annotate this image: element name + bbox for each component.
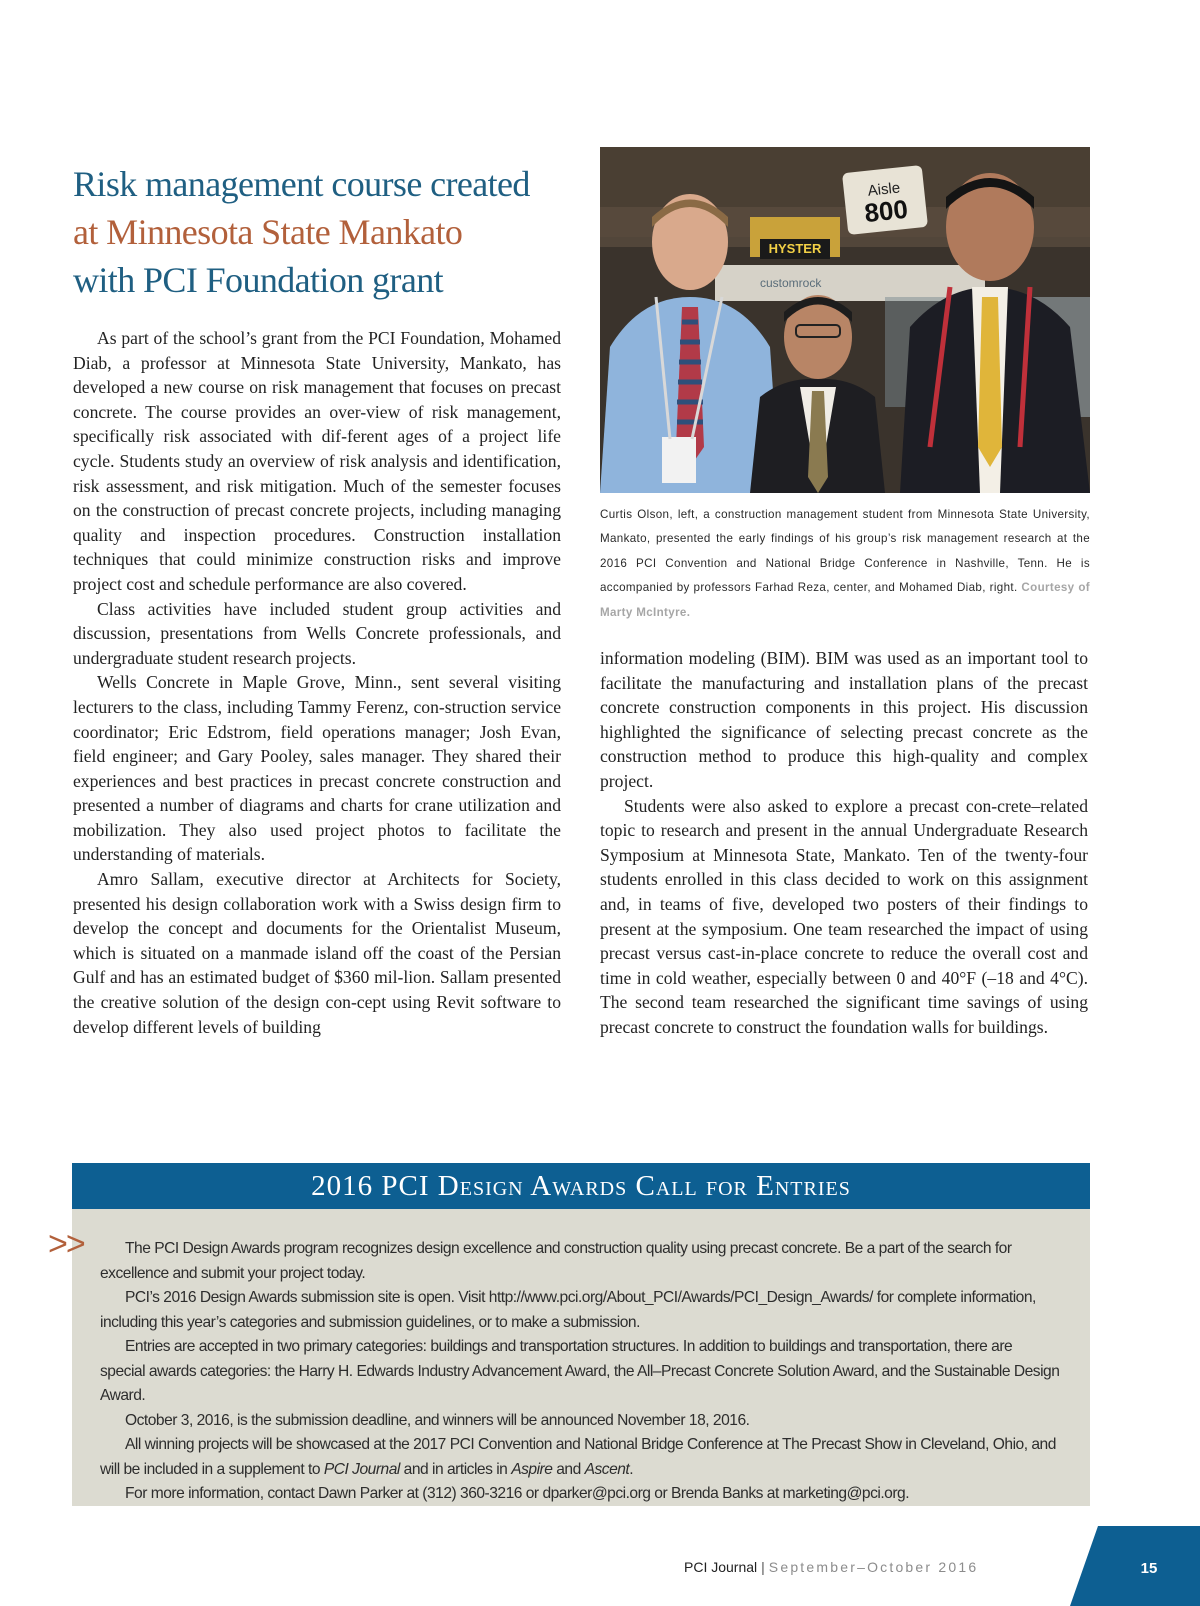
awards-paragraph: The PCI Design Awards program recognizes design excellence and construction quality using precast concrete. Be a part of the search for excellence and submit your project today.: [100, 1240, 1012, 1282]
awards-text-run: and: [552, 1460, 585, 1478]
body-paragraph: Class activities have included student group activities and discussion, presentations from Wells Concrete professionals, and undergraduate student research projects.: [73, 598, 561, 668]
chevron-icon: >>: [48, 1225, 84, 1263]
article-body-right-column: [600, 646, 1088, 1040]
caption-text: Curtis Olson, left, a construction management student from Minnesota State University, Mankato, presented the early findings of his group’s risk management research at the 2016 PCI Convention and National Bridge Conference in Nashville, Tenn. He is accompanied by professors Farhad Reza, center, and Mohamed Diab, right.: [600, 508, 1090, 595]
awards-text-run: and in articles in: [399, 1460, 512, 1478]
aisle-sign-number: 800: [863, 193, 910, 229]
page-footer: [684, 1559, 978, 1575]
awards-paragraph: October 3, 2016, is the submission deadline, and winners will be announced November 18, 2016.: [125, 1411, 750, 1429]
article-body-left-column: [73, 326, 561, 1039]
convention-photo: [600, 147, 1090, 493]
page-number: 15: [1140, 1560, 1158, 1577]
body-paragraph: Students were also asked to explore a precast con-crete–related topic to research and present in the annual Undergraduate Research Symposium at Minnesota State, Mankato. Ten of the twenty-four students enrolled in this class decided to work on this assignment and, in teams of five, developed two posters of their findings to present at the symposium. One team researched the impact of using precast versus cast-in-place concrete to reduce the overall cost and time in cold weather, especially between 0 and 40°F (–18 and 4°C). The second team researched the significant time savings of using precast concrete to construct the foundation walls for buildings.: [600, 795, 1088, 1037]
aisle-sign-label: Aisle: [866, 179, 901, 200]
awards-banner-title: 2016 PCI Design Awards Call for Entries: [72, 1163, 1090, 1209]
pci-journal-title: PCI Journal: [323, 1460, 400, 1478]
body-paragraph: As part of the school’s grant from the PCI Foundation, Mohamed Diab, a professor at Minnesota State University, Mankato, has developed a new course on risk management that focuses on precast concrete. The course provides an over-view of risk management, specifically risk associated with dif-ferent ages of a project life cycle. Students study an overview of risk analysis and identification, risk assessment, and risk mitigation. Much of the semester focuses on the construction of precast concrete projects, including managing quality and inspection procedures. Construction installation techniques that could minimize construction risks and improve project cost and schedule performance are also covered.: [73, 328, 561, 594]
headline-line-1: Risk management course created: [73, 164, 530, 204]
awards-paragraph: PCI’s 2016 Design Awards submission site is open. Visit http://www.pci.org/About_PCI/Awards/PCI_Design_Awards/ for complete information, including this year’s categories and submission guidelines, or to make a submission.: [100, 1289, 1036, 1331]
footer-issue-date: September–October 2016: [768, 1559, 979, 1575]
body-paragraph: Wells Concrete in Maple Grove, Minn., sent several visiting lecturers to the class, including Tammy Ferenz, con-struction service coordinator; Eric Edstrom, field operations manager; Josh Evan, field engineer; and Gary Pooley, sales manager. They shared their experiences and best practices in precast concrete construction and presented a number of diagrams and charts for crane utilization and mobilization. They also used project photos to facilitate the understanding of materials.: [73, 672, 561, 865]
awards-paragraph: [100, 1433, 1060, 1482]
awards-text-run: All winning projects will be showcased at the 2017 PCI Convention and National Bridge Conference at The Precast Show in Cleveland, Ohio, and will be included in a supplement to: [100, 1436, 1056, 1478]
customrock-sign: customrock: [760, 276, 822, 290]
article-headline: [73, 160, 573, 304]
hyster-sign-text: HYSTER: [768, 241, 822, 256]
awards-text-run: .: [629, 1460, 634, 1478]
awards-paragraph: Entries are accepted in two primary categories: buildings and transportation structures. In addition to buildings and transportation, there are special awards categories: the Harry H. Edwards Industry Advancement Award, the All–Precast Concrete Solution Award, and the Sustainable Design Award.: [100, 1338, 1060, 1404]
awards-body: [100, 1237, 1060, 1507]
footer-separator: |: [761, 1559, 765, 1575]
awards-paragraph: For more information, contact Dawn Parker at (312) 360-3216 or dparker@pci.org or Brenda Banks at marketing@pci.org.: [125, 1485, 910, 1502]
body-paragraph: information modeling (BIM). BIM was used as an important tool to facilitate the manufacturing and installation plans of the precast concrete construction components in this project. His discussion highlighted the significance of selecting precast concrete as the construction method to produce this high-quality and complex project.: [600, 648, 1088, 791]
photo-credit: Courtesy of Marty McIntyre.: [600, 581, 1090, 619]
headline-line-3: with PCI Foundation grant: [73, 260, 443, 300]
photo-caption: [600, 503, 1090, 625]
aspire-title: Aspire: [511, 1460, 553, 1478]
body-paragraph: Amro Sallam, executive director at Architects for Society, presented his design collaboration work with a Swiss design firm to develop the concept and documents for the Orientalist Museum, which is situated on a manmade island off the coast of the Persian Gulf and has an estimated budget of $360 mil-lion. Sallam presented the creative solution of the design con-cept using Revit software to develop different levels of building: [73, 869, 561, 1037]
headline-line-2: at Minnesota State Mankato: [73, 212, 463, 252]
footer-journal-name: PCI Journal: [684, 1559, 758, 1575]
ascent-title: Ascent: [584, 1460, 630, 1478]
convention-photo-illustration: [600, 147, 1090, 493]
